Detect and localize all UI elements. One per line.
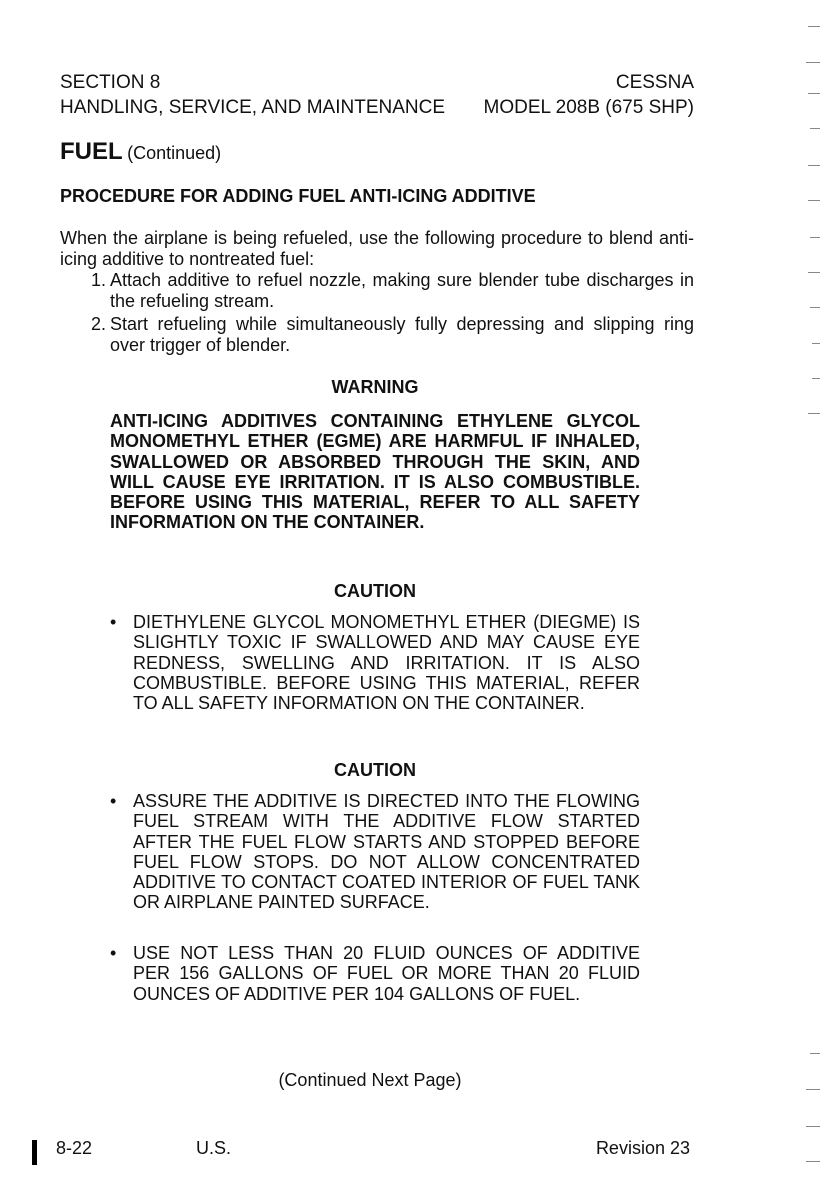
procedure-intro: When the airplane is being refueled, use the following procedure to blend anti-icing additive to nontreated fuel: (60, 228, 694, 269)
revision-bar (32, 1140, 37, 1165)
warning-heading: WARNING (331, 377, 419, 397)
caution-bullet-text: USE NOT LESS THAN 20 FLUID OUNCES OF ADDITIVE PER 156 GALLONS OF FUEL OR MORE THAN 20 FLUID OUNCES OF ADDITIVE PER 104 GALLONS OF FUEL. (133, 943, 640, 1004)
procedure-step (82, 270, 694, 312)
margin-mark (808, 413, 820, 414)
brand-label: CESSNA (615, 72, 694, 93)
margin-mark (812, 378, 820, 379)
margin-mark (810, 128, 820, 129)
page-title (60, 138, 221, 166)
bullet-icon: • (110, 791, 117, 811)
margin-mark (810, 237, 820, 238)
margin-mark (808, 26, 820, 27)
bullet-icon: • (110, 943, 117, 963)
step-number: 2. (90, 314, 106, 334)
section-label: SECTION 8 (60, 72, 161, 93)
caution-bullet (110, 791, 640, 915)
margin-mark (810, 307, 820, 308)
step-number: 1. (90, 270, 106, 290)
margin-mark (808, 165, 820, 166)
warning-text: ANTI-ICING ADDITIVES CONTAINING ETHYLENE GLYCOL MONOMETHYL ETHER (EGME) ARE HARMFUL IF INHALED, SWALLOWED OR ABSORBED THROUGH THE SKIN, AND WILL CAUSE EYE IRRITATION. IT IS ALSO COMBUSTIBLE. BEFORE USING THIS MATERIAL, REFER TO ALL SAFETY INFORMATION ON THE CONTAINER. (110, 411, 640, 533)
footer-region: U.S. (196, 1138, 232, 1158)
margin-mark (806, 1161, 820, 1162)
section-title: HANDLING, SERVICE, AND MAINTENANCE (60, 97, 446, 118)
step-text: Start refueling while simultaneously fully depressing and slipping ring over trigger of blender. (110, 314, 694, 355)
margin-mark (808, 93, 820, 94)
title-main: FUEL (60, 138, 123, 165)
margin-mark (806, 1089, 820, 1090)
step-text: Attach additive to refuel nozzle, making sure blender tube discharges in the refueling stream. (110, 270, 694, 311)
revision-label: Revision 23 (595, 1138, 690, 1158)
bullet-icon: • (110, 612, 117, 632)
title-sub: (Continued) (127, 143, 222, 163)
margin-mark (812, 343, 820, 344)
procedure-step (82, 314, 694, 356)
margin-mark (808, 272, 820, 273)
caution-bullet (110, 612, 640, 736)
procedure-heading: PROCEDURE FOR ADDING FUEL ANTI-ICING ADDITIVE (60, 186, 536, 206)
caution-heading: CAUTION (334, 760, 416, 780)
caution-bullet-text: DIETHYLENE GLYCOL MONOMETHYL ETHER (DIEGME) IS SLIGHTLY TOXIC IF SWALLOWED AND MAY CAUSE EYE REDNESS, SWELLING AND IRRITATION. IT IS ALSO COMBUSTIBLE. BEFORE USING THIS MATERIAL, REFER TO ALL SAFETY INFORMATION ON THE CONTAINER. (133, 612, 640, 714)
page-number: 8-22 (56, 1138, 93, 1158)
caution-bullet-text: ASSURE THE ADDITIVE IS DIRECTED INTO THE FLOWING FUEL STREAM WITH THE ADDITIVE FLOW STARTED AFTER THE FUEL FLOW STARTS AND STOPPED BEFORE FUEL FLOW STOPS. DO NOT ALLOW CONCENTRATED ADDITIVE TO CONTACT COATED INTERIOR OF FUEL TANK OR AIRPLANE PAINTED SURFACE. (133, 791, 640, 913)
margin-mark (806, 1126, 820, 1127)
caution-bullet (110, 943, 640, 1027)
caution-heading: CAUTION (334, 581, 416, 601)
model-label: MODEL 208B (675 SHP) (483, 97, 694, 118)
margin-mark (808, 200, 820, 201)
continued-note: (Continued Next Page) (278, 1070, 462, 1090)
margin-mark (806, 62, 820, 63)
margin-mark (810, 1053, 820, 1054)
